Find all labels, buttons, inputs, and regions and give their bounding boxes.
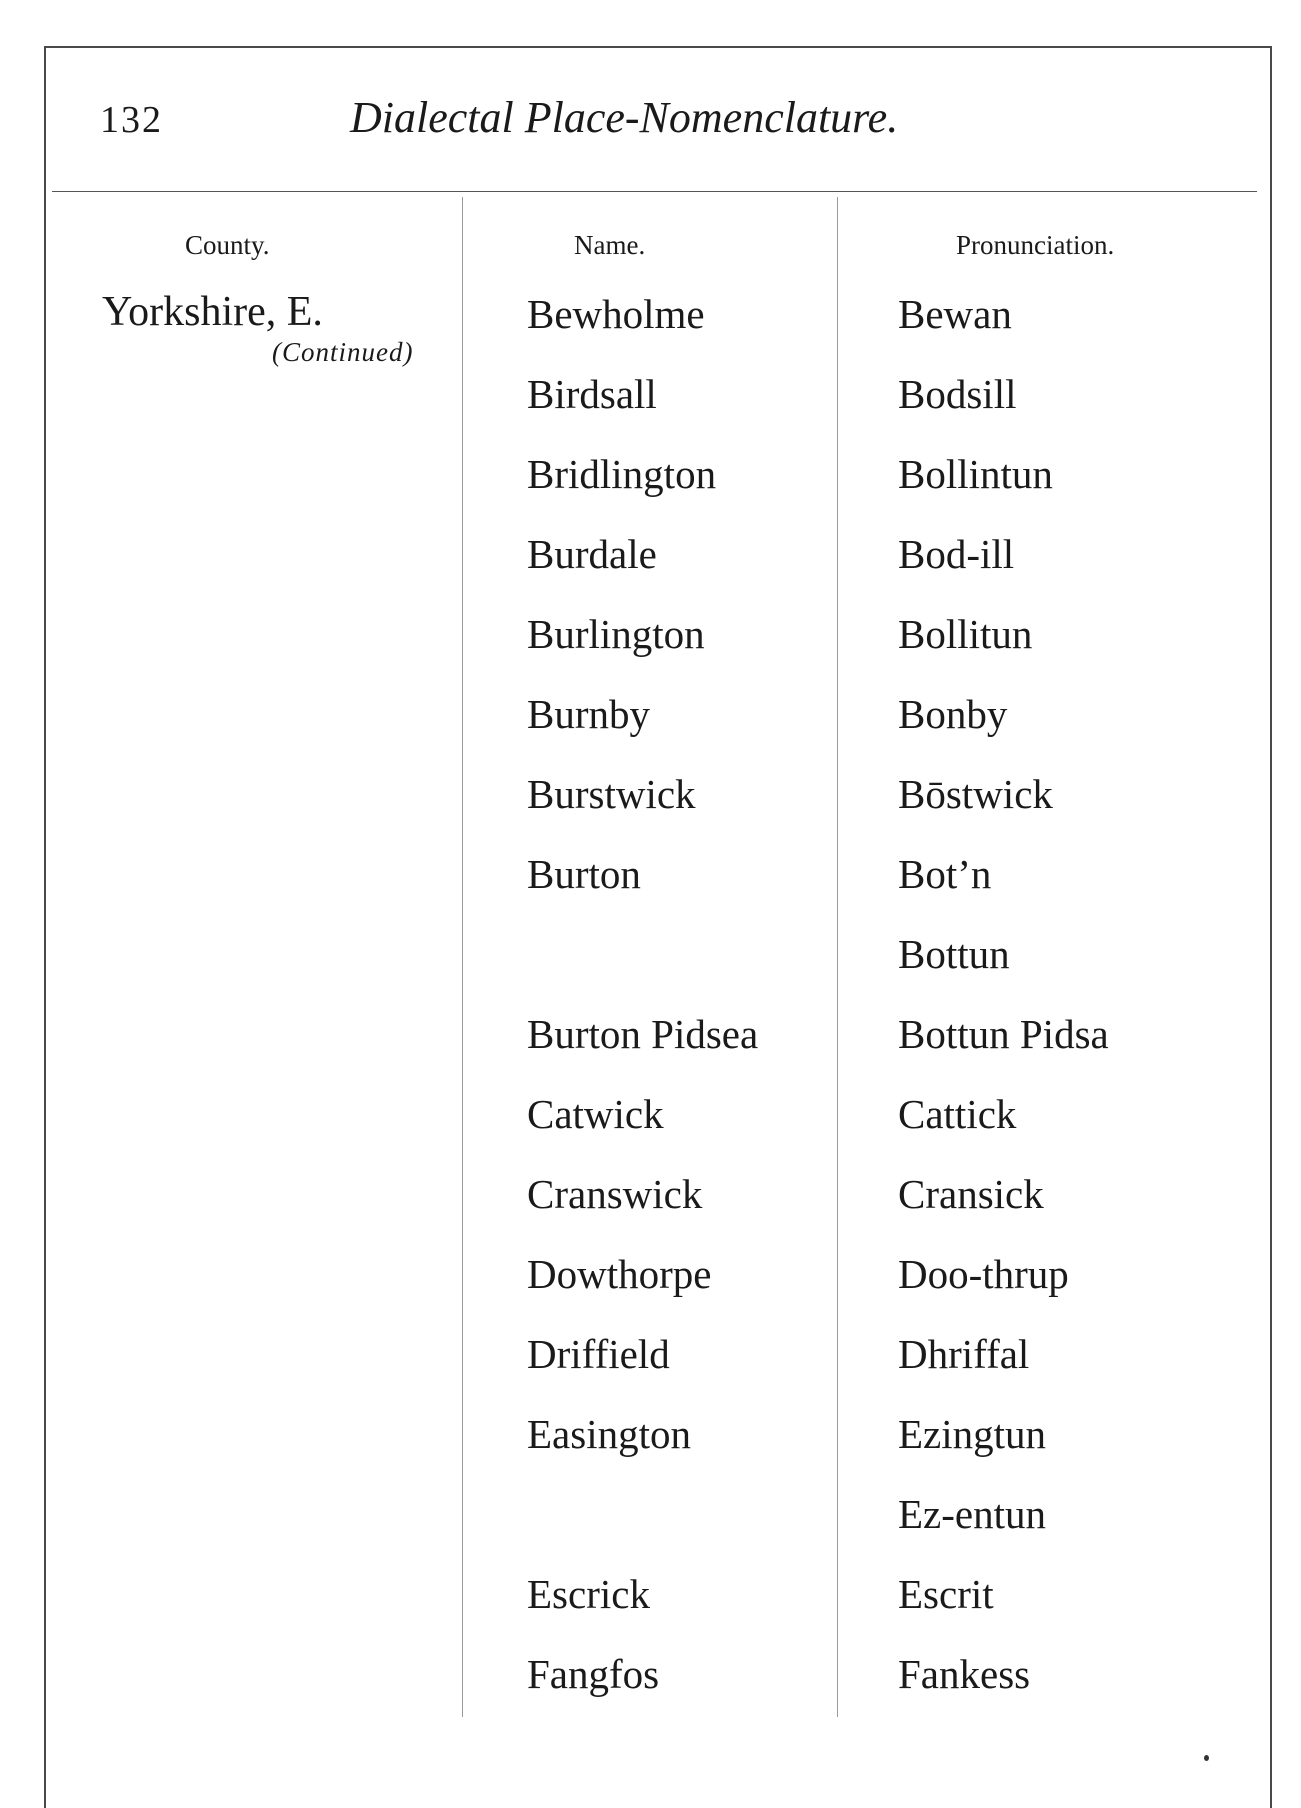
table-row: [0, 850, 1301, 930]
print-speck: [1204, 1755, 1209, 1761]
table-row: [0, 930, 1301, 1010]
place-name: Burlington: [527, 611, 705, 657]
place-name: Escrick: [527, 1571, 650, 1617]
header-rule: [52, 191, 1257, 192]
place-pronunciation: Cattick: [898, 1091, 1017, 1137]
table-row: [0, 1330, 1301, 1410]
place-pronunciation: Ezingtun: [898, 1411, 1047, 1457]
county-name: Yorkshire, E.: [102, 289, 323, 335]
table-row: [0, 610, 1301, 690]
place-pronunciation: Doo-thrup: [898, 1251, 1069, 1297]
table-row: [0, 1490, 1301, 1570]
column-header-pronunciation: Pronunciation.: [956, 230, 1115, 260]
table-row: [0, 1410, 1301, 1490]
running-title: Dialectal Place-Nomenclature.: [350, 93, 899, 142]
place-pronunciation: Dhriffal: [898, 1331, 1030, 1377]
place-pronunciation: Bōstwick: [898, 771, 1053, 817]
place-name: Cranswick: [527, 1171, 703, 1217]
place-name: Birdsall: [527, 371, 657, 417]
table-row: [0, 1170, 1301, 1250]
place-name: Driffield: [527, 1331, 670, 1377]
place-pronunciation: Bod-ill: [898, 531, 1015, 577]
table-row: [0, 530, 1301, 610]
place-pronunciation: Ez-entun: [898, 1491, 1046, 1537]
place-pronunciation: Bodsill: [898, 371, 1017, 417]
place-name: Dowthorpe: [527, 1251, 712, 1297]
place-name: Burton: [527, 851, 641, 897]
place-pronunciation: Fankess: [898, 1651, 1031, 1697]
place-pronunciation: Cransick: [898, 1171, 1044, 1217]
table-row: [0, 1570, 1301, 1650]
place-name: Burton Pidsea: [527, 1011, 759, 1057]
table-row: [0, 450, 1301, 530]
place-name: Burdale: [527, 531, 657, 577]
page-number: 132: [100, 99, 163, 141]
table-row: [0, 1250, 1301, 1330]
column-header-name: Name.: [574, 230, 646, 260]
county-continued-note: (Continued): [272, 337, 414, 367]
column-header-county: County.: [185, 230, 270, 260]
table-row: [0, 770, 1301, 850]
table-row: [0, 690, 1301, 770]
table-row: [0, 1010, 1301, 1090]
place-name: Easington: [527, 1411, 691, 1457]
table-row: [0, 290, 1301, 370]
place-pronunciation: Bottun Pidsa: [898, 1011, 1109, 1057]
table-row: [0, 370, 1301, 450]
place-pronunciation: Bot’n: [898, 851, 992, 897]
table-row: [0, 1090, 1301, 1170]
place-name: Bridlington: [527, 451, 717, 497]
place-name: Fangfos: [527, 1651, 660, 1697]
place-pronunciation: Bollitun: [898, 611, 1033, 657]
place-name: Catwick: [527, 1091, 664, 1137]
table-row: [0, 1650, 1301, 1730]
place-pronunciation: Bewan: [898, 291, 1012, 337]
place-name: Bewholme: [527, 291, 705, 337]
place-pronunciation: Bollintun: [898, 451, 1053, 497]
place-pronunciation: Escrit: [898, 1571, 994, 1617]
place-pronunciation: Bonby: [898, 691, 1008, 737]
place-pronunciation: Bottun: [898, 931, 1010, 977]
place-name: Burstwick: [527, 771, 696, 817]
place-name: Burnby: [527, 691, 650, 737]
